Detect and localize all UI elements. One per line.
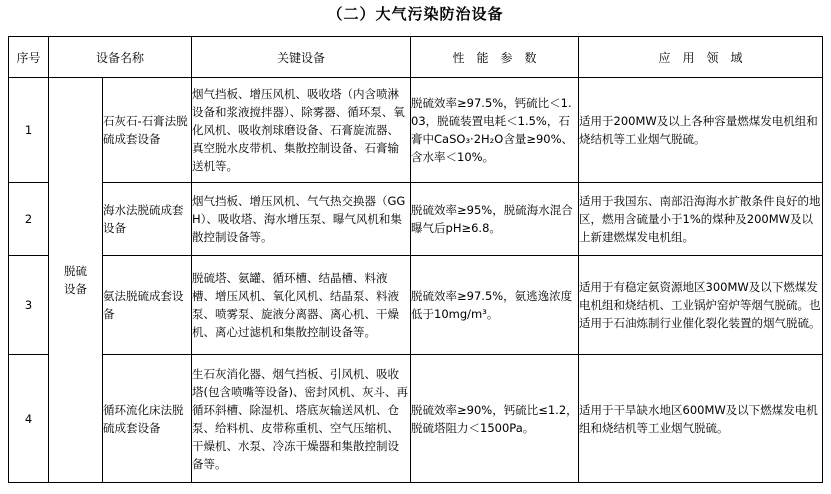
page-title: （二）大气污染防治设备 — [327, 5, 504, 23]
category-cell — [49, 78, 103, 483]
table-row — [9, 78, 823, 183]
row-index: 3 — [9, 256, 49, 355]
category-label: 脱硫设备 — [64, 264, 87, 296]
key-equipment: 脱硫塔、氨罐、循环槽、结晶槽、料液槽、增压风机、氧化风机、结晶泵、料液泵、喷雾泵、旋液分离器、离心机、干燥机、离心过滤机和集散控制设备等。 — [192, 256, 411, 355]
header-name: 设备名称 — [49, 37, 192, 78]
table-header-row — [9, 37, 823, 78]
key-equipment: 烟气挡板、增压风机、吸收塔（内含喷淋设备和浆液搅拌器）、除雾器、循环泵、氧化风机、吸收剂球磨设备、石膏旋流器、真空脱水皮带机、集散控制设备、石膏输送机等。 — [192, 78, 411, 183]
table-row — [9, 183, 823, 256]
key-equipment: 烟气挡板、增压风机、气气热交换器（GGH）、吸收塔、海水增压泵、曝气风机和集散控制设备等。 — [192, 183, 411, 256]
header-application: 应 用 领 域 — [579, 37, 823, 78]
row-index: 2 — [9, 183, 49, 256]
row-index: 4 — [9, 355, 49, 483]
performance-parameters: 脱硫效率≥95%，脱硫海水混合曝气后pH≥6.8。 — [411, 183, 579, 256]
performance-parameters: 脱硫效率≥97.5%，氨逃逸浓度低于10mg/m³。 — [411, 256, 579, 355]
performance-parameters: 脱硫效率≥97.5%，钙硫比＜1.03，脱硫装置电耗＜1.5%，石膏中CaSO₃·2H₂O含量≥90%、含水率＜10%。 — [411, 78, 579, 183]
key-equipment: 生石灰消化器、烟气挡板、引风机、吸收塔(包含喷嘴等设备)、密封风机、灰斗、再循环斜槽、除湿机、塔底灰输送风机、仓泵、给料机、皮带称重机、空气压缩机、干燥机、水泵、冷冻干燥器和集散控制设备等。 — [192, 355, 411, 483]
table-row — [9, 256, 823, 355]
equipment-table — [8, 36, 823, 483]
header-key-equipment: 关键设备 — [192, 37, 411, 78]
application-field: 适用于有稳定氨资源地区300MW及以下燃煤发电机组和烧结机、工业锅炉窑炉等烟气脱硫。也适用于石油炼制行业催化裂化装置的烟气脱硫。 — [579, 256, 823, 355]
table-row — [9, 355, 823, 483]
row-index: 1 — [9, 78, 49, 183]
header-index: 序号 — [9, 37, 49, 78]
application-field: 适用于200MW及以上各种容量燃煤发电机组和烧结机等工业烟气脱硫。 — [579, 78, 823, 183]
performance-parameters: 脱硫效率≥90%，钙硫比≤1.2，脱硫塔阻力＜1500Pa。 — [411, 355, 579, 483]
equipment-name: 循环流化床法脱硫成套设备 — [103, 355, 192, 483]
application-field: 适用于干旱缺水地区600MW及以下燃煤发电机组和烧结机等工业烟气脱硫。 — [579, 355, 823, 483]
equipment-name: 氨法脱硫成套设备 — [103, 256, 192, 355]
header-performance: 性 能 参 数 — [411, 37, 579, 78]
equipment-name: 海水法脱硫成套设备 — [103, 183, 192, 256]
equipment-name: 石灰石-石膏法脱硫成套设备 — [103, 78, 192, 183]
application-field: 适用于我国东、南部沿海海水扩散条件良好的地区，燃用含硫量小于1%的煤种及200MW及以上新建燃煤发电机组。 — [579, 183, 823, 256]
